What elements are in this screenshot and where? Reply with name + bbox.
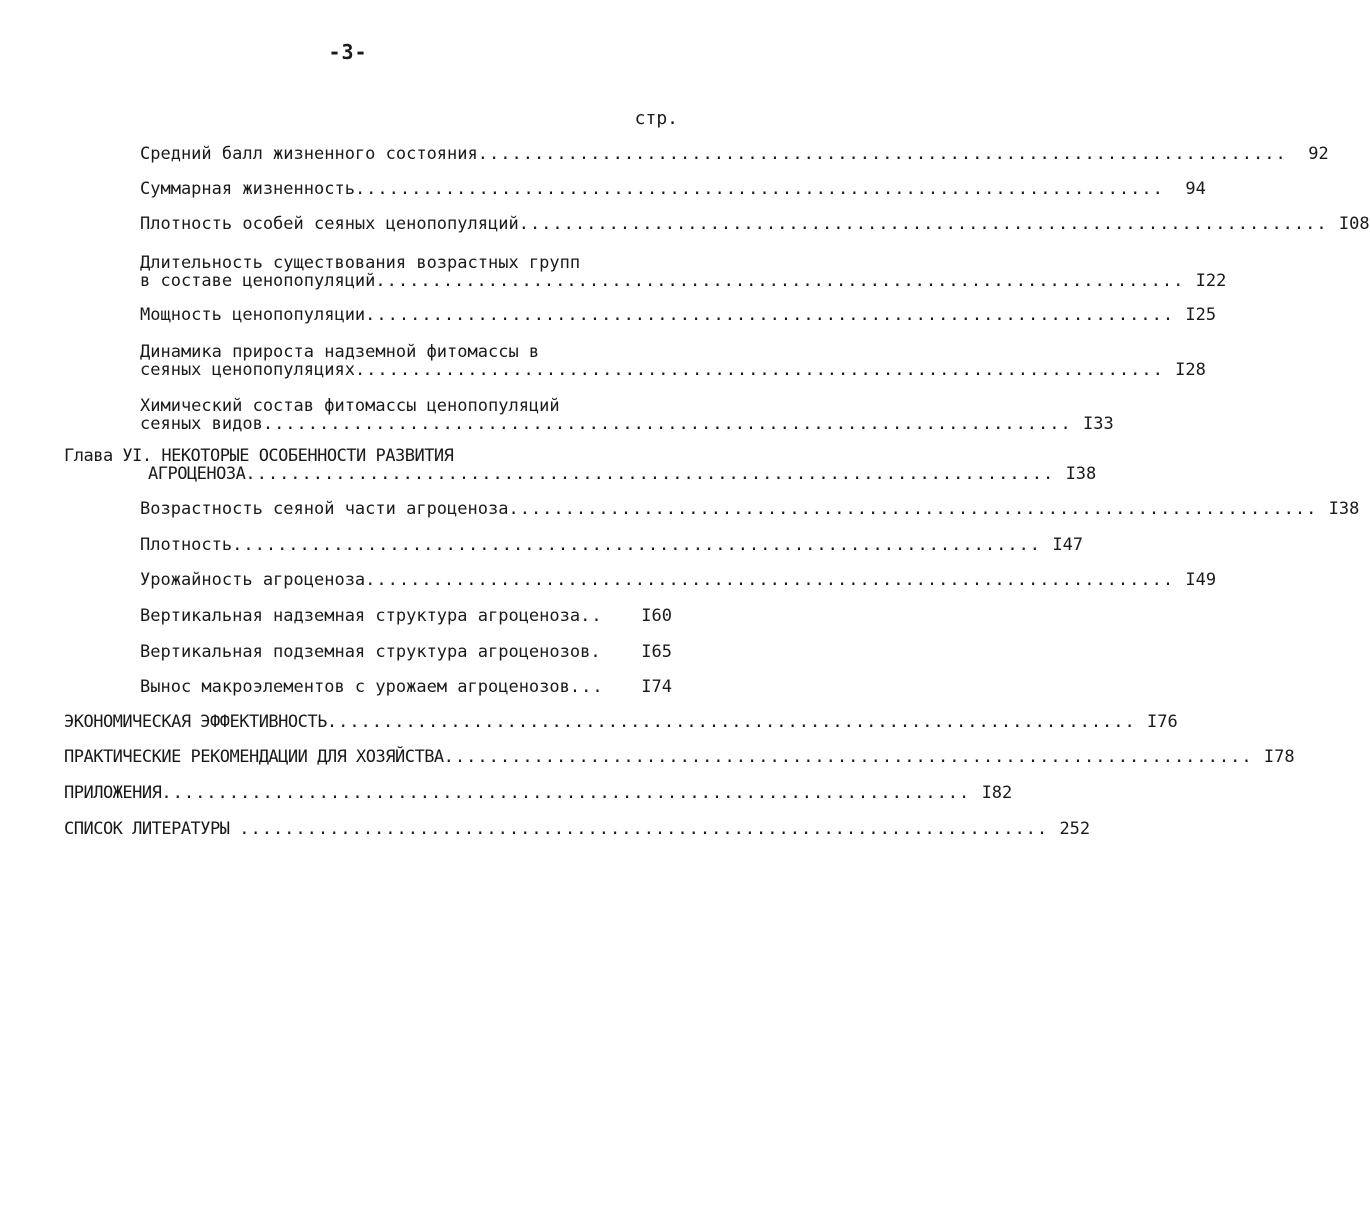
toc-entry-page: I38 bbox=[1328, 499, 1360, 519]
toc-entry-title: сеяных ценопопуляциях bbox=[140, 360, 355, 380]
page-column-header: стр. bbox=[634, 108, 678, 129]
toc-section-entry bbox=[64, 747, 1295, 767]
toc-entry-title: Возрастность сеяной части агроценоза bbox=[140, 499, 509, 519]
toc-entry-page: 252 bbox=[1059, 819, 1091, 839]
leader-dots: ........................................................................ bbox=[354, 179, 1164, 199]
toc-entry-page: I74 bbox=[641, 677, 672, 697]
leader-dots: ........................................................................ bbox=[375, 271, 1185, 291]
toc-entry-title: Плотность особей сеяных ценопопуляций bbox=[140, 214, 519, 234]
toc-entry bbox=[140, 144, 1329, 164]
toc-entry bbox=[140, 214, 1370, 234]
leader-dots: . bbox=[590, 642, 602, 662]
leader-dots: ........................................................................ bbox=[365, 570, 1175, 590]
leader-dots: ........................................................................ bbox=[508, 499, 1318, 519]
page-number: -3- bbox=[328, 40, 368, 64]
toc-entry-page: I49 bbox=[1185, 570, 1217, 590]
leader-dots: ........................................................................ bbox=[365, 305, 1175, 325]
toc-entry bbox=[140, 570, 1217, 590]
toc-entry bbox=[140, 607, 672, 625]
toc-chapter-entry bbox=[64, 446, 1097, 484]
toc-entry-title-first-line: Длительность существования возрастных групп bbox=[140, 253, 581, 273]
toc-section-entry bbox=[64, 819, 1091, 839]
toc-entry-page: I08 bbox=[1338, 214, 1370, 234]
toc-section-entry bbox=[64, 783, 1013, 803]
leader-dots: ........................................................................ bbox=[477, 144, 1287, 164]
toc-entry bbox=[140, 179, 1206, 199]
toc-entry-title: ПРИЛОЖЕНИЯ bbox=[64, 783, 162, 803]
toc-section-entry bbox=[64, 712, 1178, 732]
toc-entry-page: I82 bbox=[981, 783, 1013, 803]
toc-entry-page: I22 bbox=[1195, 271, 1227, 291]
leader-dots: ........................................................................ bbox=[161, 783, 971, 803]
toc-entry-title: СПИСОК ЛИТЕРАТУРЫ bbox=[64, 819, 240, 839]
toc-entry bbox=[140, 643, 672, 661]
toc-entry-title: ЭКОНОМИЧЕСКАЯ ЭФФЕКТИВНОСТЬ bbox=[64, 712, 327, 732]
toc-entry-title: АГРОЦЕНОЗА bbox=[148, 464, 246, 484]
toc-entry bbox=[140, 396, 1114, 434]
toc-entry bbox=[140, 535, 1084, 555]
leader-dots: ........................................................................ bbox=[232, 535, 1042, 555]
toc-entry-page: I76 bbox=[1147, 712, 1178, 732]
toc-entry-title: ПРАКТИЧЕСКИЕ РЕКОМЕНДАЦИИ ДЛЯ ХОЗЯЙСТВА bbox=[64, 747, 444, 767]
leader-dots: ........................................................................ bbox=[245, 464, 1055, 484]
toc-entry bbox=[140, 253, 1227, 291]
toc-entry-title: Мощность ценопопуляции bbox=[140, 305, 366, 325]
toc-entry-title: Суммарная жизненность bbox=[140, 179, 355, 199]
toc-entry-title: Вертикальная надземная структура агроценоза bbox=[140, 606, 581, 626]
toc-entry-title: Плотность bbox=[140, 535, 233, 555]
toc-entry bbox=[140, 678, 672, 696]
leader-dots: ........................................................................ bbox=[443, 747, 1253, 767]
toc-chapter-title: Глава УI. НЕКОТОРЫЕ ОСОБЕННОСТИ РАЗВИТИЯ bbox=[64, 446, 454, 466]
leader-dots: ........................................................................ bbox=[262, 414, 1072, 434]
toc-entry-page: I25 bbox=[1185, 305, 1217, 325]
toc-entry-page: I47 bbox=[1052, 535, 1084, 555]
toc-entry-title-first-line: Химический состав фитомассы ценопопуляций bbox=[140, 396, 560, 416]
leader-dots: ........................................................................ bbox=[354, 360, 1164, 380]
leader-dots: ........................................................................ bbox=[326, 712, 1136, 732]
toc-entry-title: Средний балл жизненного состояния bbox=[140, 144, 478, 164]
toc-entry-page: I78 bbox=[1263, 747, 1295, 767]
toc-entry-page: 92 bbox=[1308, 144, 1329, 164]
toc-entry-page: I65 bbox=[641, 642, 672, 662]
toc-entry bbox=[140, 305, 1217, 325]
toc-entry-page: I28 bbox=[1175, 360, 1206, 380]
toc-entry-title: Вынос макроэлементов с урожаем агроценозов bbox=[140, 677, 570, 697]
toc-entry-page: I33 bbox=[1083, 414, 1114, 434]
toc-entry-title: Урожайность агроценоза bbox=[140, 570, 366, 590]
toc-entry-title: Вертикальная подземная структура агроценозов bbox=[140, 642, 591, 662]
toc-entry-title-first-line: Динамика прироста надземной фитомассы в bbox=[140, 342, 540, 362]
leader-dots: ........................................................................ bbox=[518, 214, 1328, 234]
leader-dots: ........................................................................ bbox=[239, 819, 1049, 839]
toc-entry bbox=[140, 499, 1360, 519]
leader-dots: ... bbox=[569, 677, 604, 697]
toc-entry-page: I60 bbox=[641, 606, 672, 626]
toc-entry-page: I38 bbox=[1065, 464, 1097, 484]
toc-entry-page: 94 bbox=[1185, 179, 1206, 199]
toc-entry bbox=[140, 342, 1206, 380]
toc-entry-title: сеяных видов bbox=[140, 414, 263, 434]
leader-dots: .. bbox=[580, 606, 603, 626]
toc-entry-title: в составе ценопопуляций bbox=[140, 271, 376, 291]
